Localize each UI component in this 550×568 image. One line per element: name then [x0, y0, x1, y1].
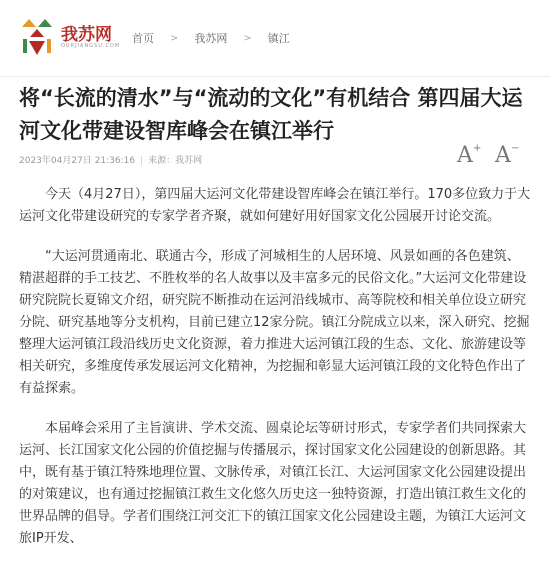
font-increase-button[interactable] — [457, 143, 482, 168]
minus-icon: − — [511, 143, 520, 154]
article-paragraph: 本届峰会采用了主旨演讲、学术交流、圆桌论坛等研讨形式，专家学者们共同探索大运河、长江国家文化公园的价值挖掘与传播展示，探讨国家文化公园建设的创新思路。其中，既有基于镇江特殊地理位置、文脉传承，对镇江长江、大运河国家文化公园建设提出的对策建议，也有通过挖掘镇江救生文化悠久历史这一独特资源，打造出镇江救生文化的世界品牌的倡导。学者们围绕江河交汇下的镇江国家文化公园建设主题，为镇江大运河文旅IP开发、 — [19, 421, 527, 546]
plus-icon: + — [473, 143, 482, 154]
article-body — [19, 184, 531, 568]
font-decrease-letter: A — [495, 143, 511, 168]
site-subtitle: OURJIANGSU.COM — [61, 43, 121, 49]
article-paragraph: 今天（4月27日），第四届大运河文化带建设智库峰会在镇江举行。170多位致力于大运河文化带建设研究的专家学者齐聚，就如何建好用好国家文化公园展开讨论交流。 — [19, 187, 531, 224]
article-title: 将“长流的清水”与“流动的文化”有机结合 第四届大运河文化带建设智库峰会在镇江举行 — [19, 86, 523, 143]
breadcrumb — [132, 30, 290, 46]
font-increase-letter: A — [457, 143, 473, 168]
site-name: 我苏网 — [61, 25, 112, 45]
chevron-right-icon: > — [170, 32, 179, 44]
logo-mark-icon — [20, 17, 56, 57]
article-source: 来源：我苏网 — [148, 156, 203, 166]
breadcrumb-site[interactable]: 我苏网 — [194, 32, 228, 45]
breadcrumb-home[interactable]: 首页 — [132, 32, 154, 45]
chevron-right-icon: > — [243, 32, 252, 44]
site-header — [0, 0, 550, 77]
article-date: 2023年04月27日 21:36:16 — [19, 156, 136, 166]
article-paragraph: “大运河贯通南北、联通古今，形成了河城相生的人居环境、风景如画的各色建筑、精湛超群的手工技艺、不胜枚举的名人故事以及丰富多元的民俗文化。”大运河文化带建设研究院院长夏锦文介绍，研究院不断推动在运河沿线城市、高等院校和相关单位设立研究分院、研究基地等分支机构，目前已建立12家分院。镇江分院成立以来，深入研究、挖掘整理大运河镇江段沿线历史文化资源，着力推进大运河镇江段的生态、文化、旅游建设等相关研究，多维度传承发展运河文化精神，为挖掘和彰显大运河镇江段的文化特色作出了有益探索。 — [19, 249, 530, 396]
font-decrease-button[interactable] — [495, 143, 520, 168]
breadcrumb-city[interactable]: 镇江 — [267, 32, 290, 45]
article-meta — [19, 153, 202, 166]
font-size-controls — [453, 143, 533, 173]
meta-divider: | — [140, 156, 144, 166]
site-logo[interactable] — [20, 17, 140, 57]
